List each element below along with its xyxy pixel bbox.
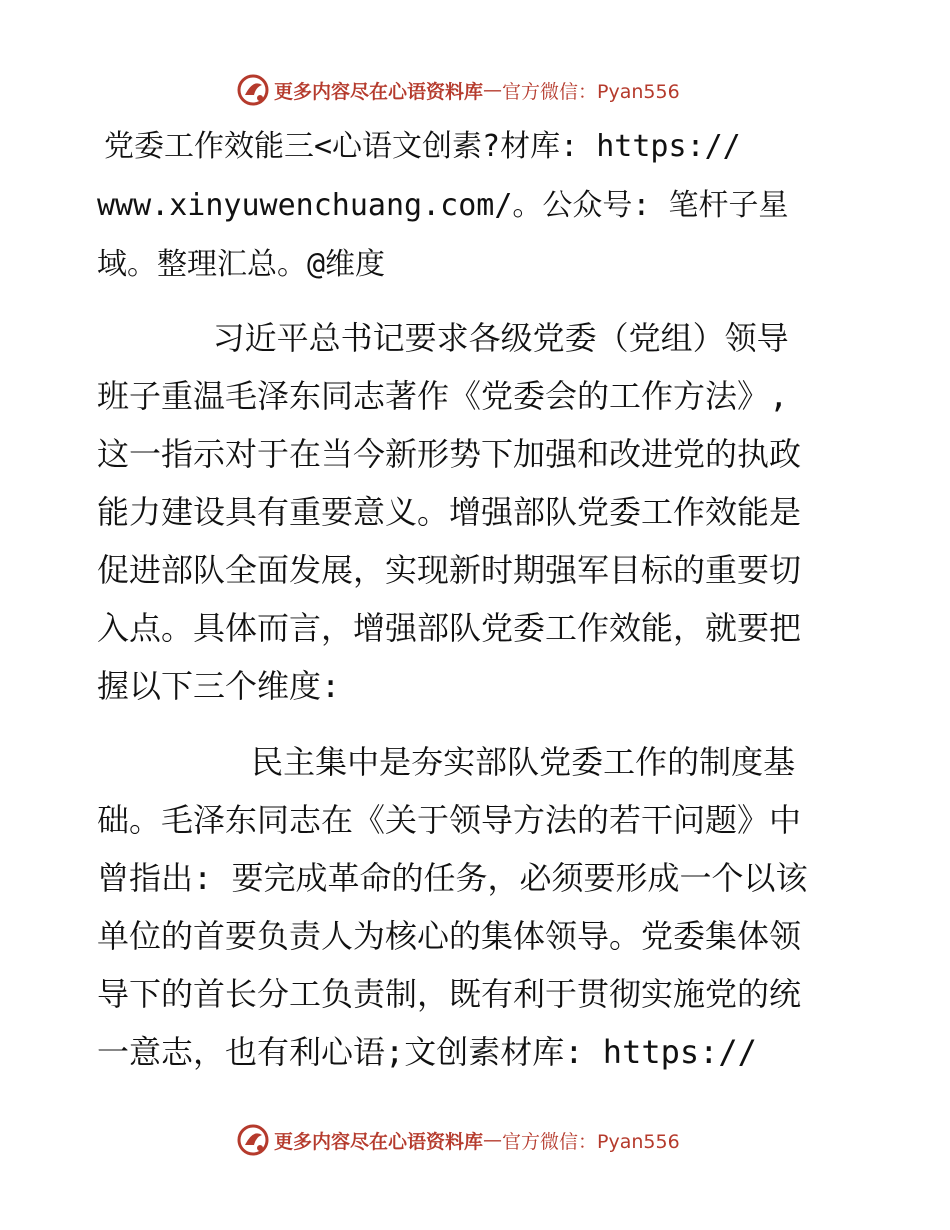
paragraph-line: 握以下三个维度: [97, 667, 341, 705]
paragraph-line: 习近平总书记要求各级党委（党组）领导 [97, 319, 789, 357]
logo-icon [236, 1123, 270, 1157]
watermark-wechat: 官方微信：Pyan556 [502, 1130, 680, 1153]
watermark-text: 更多内容尽在心语资料库 [274, 1130, 484, 1153]
paragraph-line: 入点。具体而言，增强部队党委工作效能，就要把 [97, 609, 802, 647]
paragraph-line: 础。毛泽东同志在《关于领导方法的若干问题》中 [97, 801, 802, 839]
watermark-banner-bottom [236, 1122, 680, 1158]
paragraph-line: 曾指出: 要完成革命的任务，必须要形成一个以该 [97, 859, 808, 897]
watermark-dash: — [483, 79, 503, 101]
watermark-banner-top [236, 72, 680, 108]
header-line: 党委工作效能三<心语文创素?材库: https:// [104, 129, 741, 164]
paragraph-line: 导下的首长分工负责制，既有利于贯彻实施党的统 [97, 975, 802, 1013]
paragraph-line: 这一指示对于在当今新形势下加强和改进党的执政 [97, 435, 802, 473]
watermark-dash: — [483, 1129, 503, 1151]
watermark-wechat: 官方微信：Pyan556 [502, 80, 680, 103]
paragraph-line: 单位的首要负责人为核心的集体领导。党委集体领 [97, 917, 802, 955]
watermark-text: 更多内容尽在心语资料库 [274, 80, 484, 103]
paragraph-line: 能力建设具有重要意义。增强部队党委工作效能是 [97, 493, 802, 531]
paragraph-line: 班子重温毛泽东同志著作《党委会的工作方法》, [97, 377, 789, 415]
header-line: www.xinyuwenchuang.com/。公众号: 笔杆子星 [97, 188, 789, 223]
header-line: 域。整理汇总。@维度 [97, 247, 386, 282]
paragraph-line: 民主集中是夯实部队党委工作的制度基 [97, 743, 796, 781]
paragraph-line: 一意志，也有利心语;文创素材库: https:// [97, 1033, 757, 1071]
logo-icon [236, 73, 270, 107]
paragraph-line: 促进部队全面发展，实现新时期强军目标的重要切 [97, 551, 802, 589]
